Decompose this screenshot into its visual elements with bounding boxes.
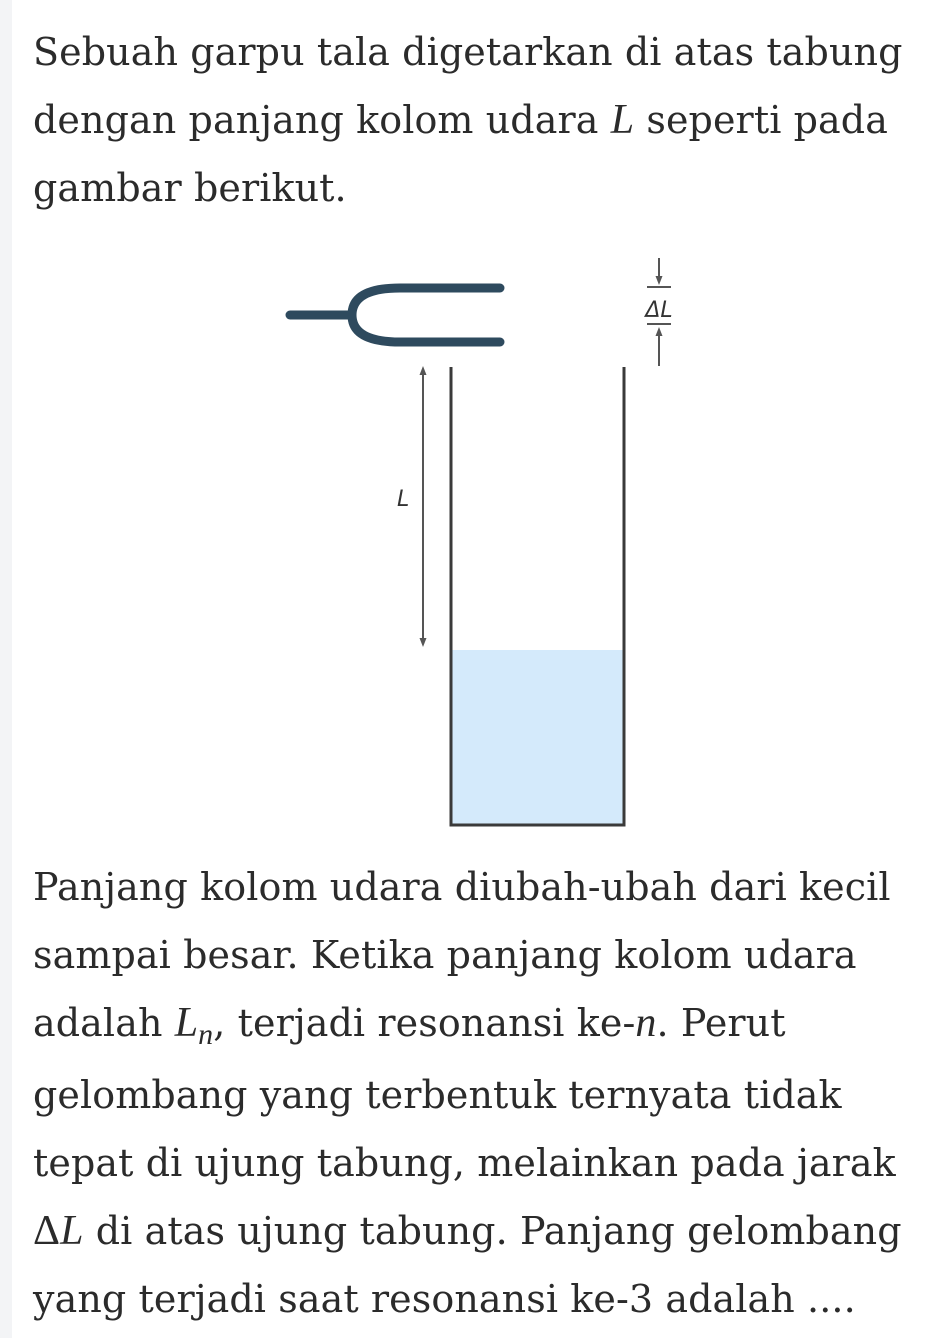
length-arrow [420,366,427,647]
variable-L: L [174,1000,199,1046]
body-line-7: yang terjadi saat resonansi ke-3 adalah .... [33,1277,856,1321]
intro-line-1: Sebuah garpu tala digetarkan di atas tabung [33,30,903,74]
intro-line-2: dengan panjang kolom udara L seperti pada [33,97,888,143]
variable-n: n [635,1000,657,1046]
water-column [452,650,624,825]
question-body [33,853,933,1333]
delta-symbol: Δ [33,1208,61,1254]
body-line-4: gelombang yang terbentuk ternyata tidak [33,1073,842,1117]
variable-L: L [60,1208,84,1254]
subscript-n: n [198,1018,214,1051]
tuning-fork-icon [290,288,500,342]
intro-line-3: gambar berikut. [33,166,347,210]
length-label: L [397,487,410,512]
body-line-3: adalah $L_n$, terjadi resonansi ke-n. Perut [33,1000,786,1051]
body-line-5: tepat di ujung tabung, melainkan pada jarak [33,1141,896,1185]
body-line-6: ΔL di atas ujung tabung. Panjang gelombang [33,1208,902,1254]
body-line-1: Panjang kolom udara diubah-ubah dari kecil [33,865,891,909]
body-line-2: sampai besar. Ketika panjang kolom udara [33,933,857,977]
delta-length-label: ΔL [645,298,673,323]
variable-L: L [610,97,635,143]
